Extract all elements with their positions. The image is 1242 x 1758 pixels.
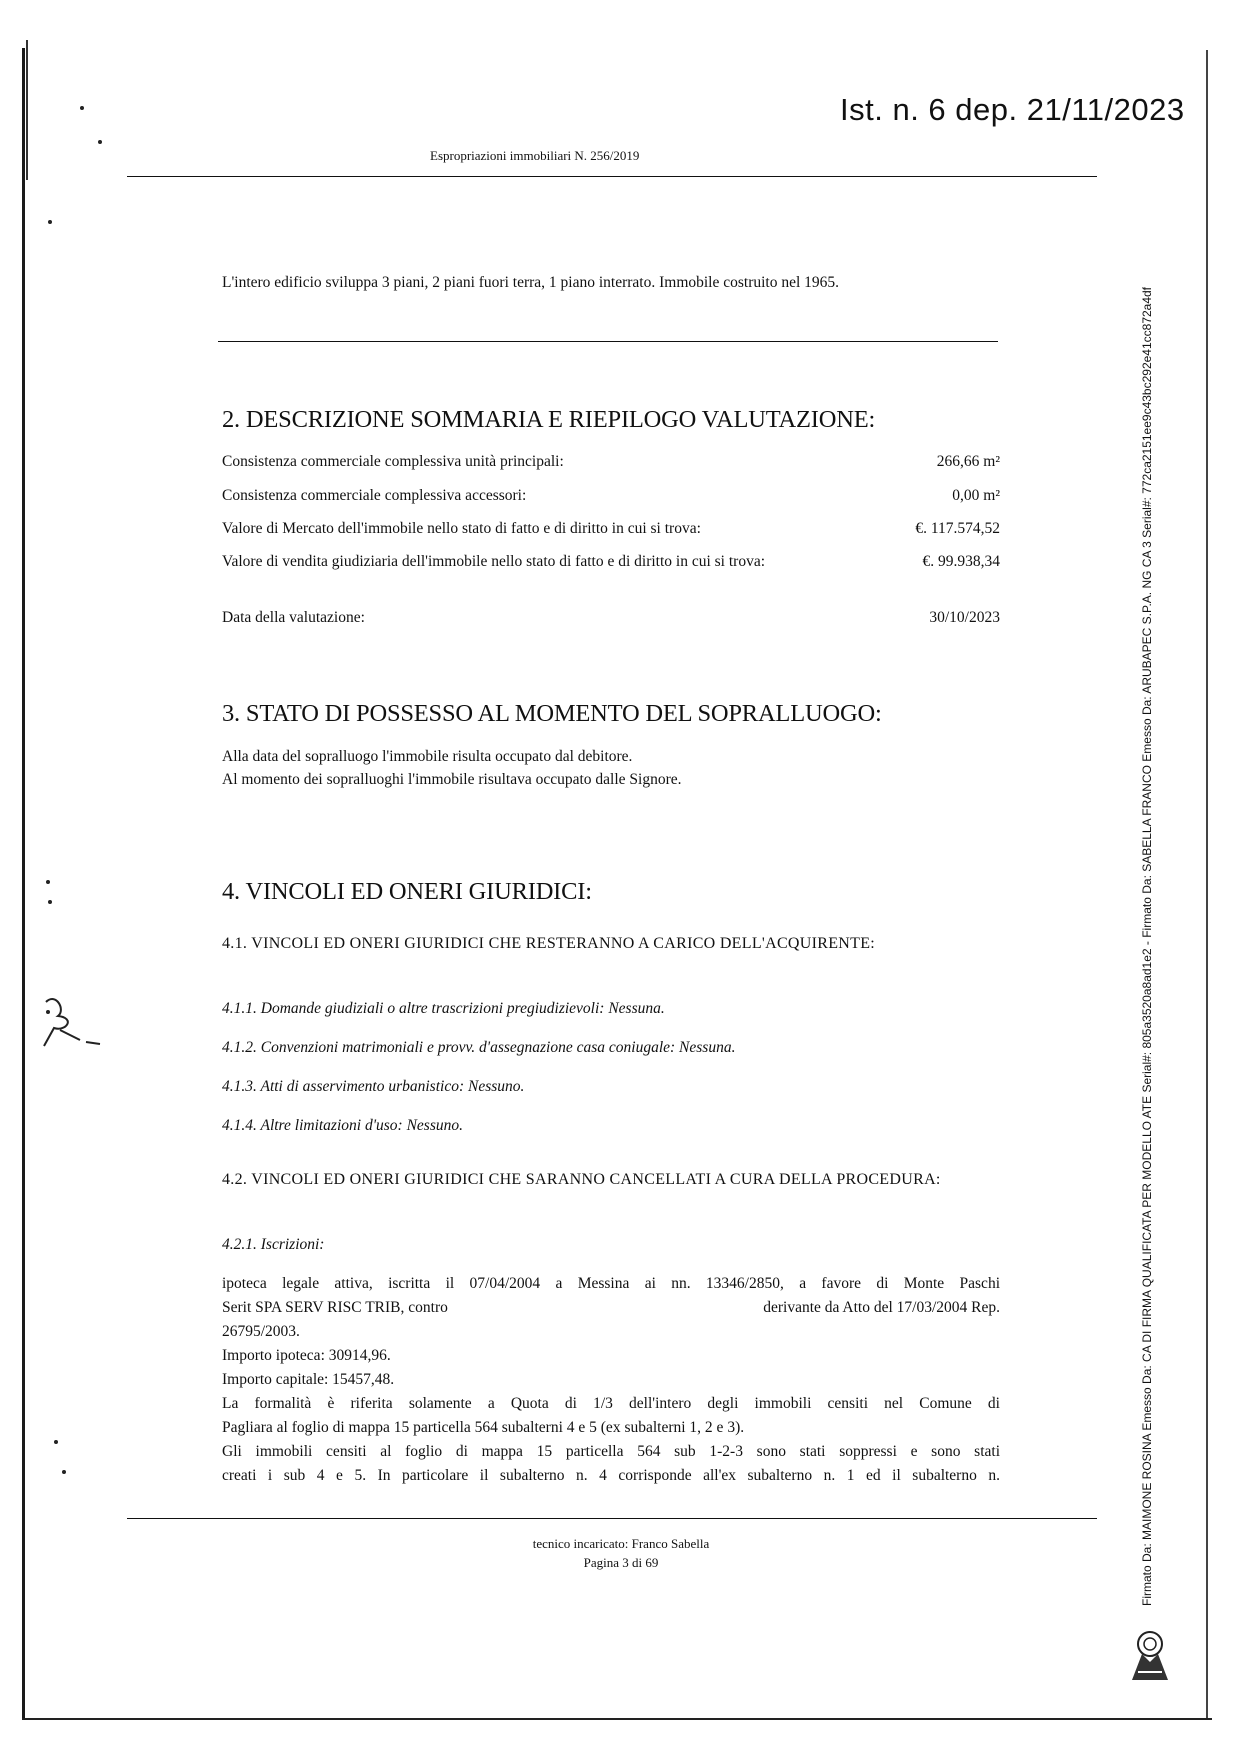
- summary-label: Consistenza commerciale complessiva accessori:: [222, 487, 527, 504]
- footer-page-number: Pagina 3 di 69: [583, 1555, 659, 1570]
- body-line: ipoteca legale attiva, iscritta il 07/04/2004 a Messina ai nn. 13346/2850, a favore di Monte Paschi: [222, 1275, 1000, 1292]
- scan-speck: [48, 220, 52, 224]
- scan-speck: [46, 880, 50, 884]
- scan-edge-left: [22, 48, 25, 1718]
- footer-rule: [127, 1518, 1097, 1519]
- subsection-4-1-heading: 4.1. VINCOLI ED ONERI GIURIDICI CHE RESTERANNO A CARICO DELL'ACQUIRENTE:: [222, 935, 876, 952]
- scan-edge-bottom: [22, 1718, 1212, 1720]
- subsection-4-2-heading: 4.2. VINCOLI ED ONERI GIURIDICI CHE SARANNO CANCELLATI A CURA DELLA PROCEDURA:: [222, 1171, 941, 1188]
- summary-value: 30/10/2023: [929, 609, 1000, 626]
- body-line: creati i sub 4 e 5. In particolare il subalterno n. 4 corrisponde all'ex subalterno n. 1 ed il subalterno n.: [222, 1467, 1000, 1484]
- seal-icon: [1124, 1628, 1176, 1684]
- summary-row: [222, 551, 1000, 573]
- summary-row: [222, 451, 1000, 473]
- scan-speck: [62, 1470, 66, 1474]
- body-line-right: derivante da Atto del 17/03/2004 Rep.: [763, 1299, 1000, 1316]
- summary-row: [222, 518, 1000, 540]
- header-rule: [127, 176, 1097, 177]
- item-4-1-1: 4.1.1. Domande giudiziali o altre trascrizioni pregiudizievoli: Nessuna.: [222, 1000, 665, 1017]
- footer-tecnico: tecnico incaricato: Franco Sabella: [532, 1536, 710, 1551]
- possession-line: Alla data del sopralluogo l'immobile risulta occupato dal debitore.: [222, 748, 633, 765]
- summary-value: 266,66 m²: [936, 453, 1000, 470]
- section-3-heading: 3. STATO DI POSSESSO AL MOMENTO DEL SOPRALLUOGO:: [222, 700, 882, 727]
- scan-speck: [80, 106, 84, 110]
- possession-line: Al momento dei sopralluoghi l'immobile risultava occupato dalle Signore.: [222, 771, 682, 788]
- scan-blot-icon: [36, 992, 106, 1056]
- item-4-1-2: 4.1.2. Convenzioni matrimoniali e provv. d'assegnazione casa coniugale: Nessuna.: [222, 1039, 736, 1056]
- body-line: Gli immobili censiti al foglio di mappa 15 particella 564 sub 1-2-3 sono stati soppressi e sono stati: [222, 1443, 1000, 1460]
- body-line: La formalità è riferita solamente a Quota di 1/3 dell'intero degli immobili censiti nel Comune di: [222, 1395, 1000, 1412]
- header-title: Espropriazioni immobiliari N. 256/2019: [430, 148, 640, 163]
- body-line-left: Serit SPA SERV RISC TRIB, contro: [222, 1299, 448, 1316]
- summary-label: Valore di Mercato dell'immobile nello stato di fatto e di diritto in cui si trova:: [222, 520, 701, 537]
- section-divider: [218, 341, 998, 342]
- summary-label: Data della valutazione:: [222, 609, 365, 626]
- section-4-heading: 4. VINCOLI ED ONERI GIURIDICI:: [222, 878, 592, 905]
- summary-label: Valore di vendita giudiziaria dell'immobile nello stato di fatto e di diritto in cui si trova:: [222, 553, 766, 570]
- digital-signature-strip: Firmato Da: MAIMONE ROSINA Emesso Da: CA DI FIRMA QUALIFICATA PER MODELLO ATE Serial#: 805a3520a8ad1e2 - Firmato Da: SABELLA FRANCO Emesso Da: ARUBAPEC S.P.A. NG CA 3 Serial#: 772ca2151ee9c43bc292e41cc872a4df: [1140, 286, 1154, 1606]
- summary-row: [222, 607, 1000, 629]
- iscrizioni-body: [222, 1272, 1000, 1488]
- scan-edge-left-top: [26, 40, 28, 180]
- body-line-split: [222, 1296, 1000, 1320]
- scan-speck: [98, 140, 102, 144]
- intro-line: L'intero edificio sviluppa 3 piani, 2 piani fuori terra, 1 piano interrato. Immobile costruito nel 1965.: [222, 274, 840, 291]
- section-2-heading: 2. DESCRIZIONE SOMMARIA E RIEPILOGO VALUTAZIONE:: [222, 406, 876, 433]
- summary-value: 0,00 m²: [952, 487, 1000, 504]
- item-4-1-4: 4.1.4. Altre limitazioni d'uso: Nessuno.: [222, 1117, 463, 1134]
- summary-label: Consistenza commerciale complessiva unità principali:: [222, 453, 564, 470]
- body-line: Pagliara al foglio di mappa 15 particella 564 subalterni 4 e 5 (ex subalterni 1, 2 e 3).: [222, 1419, 745, 1436]
- scan-speck: [48, 900, 52, 904]
- item-4-1-3: 4.1.3. Atti di asservimento urbanistico: Nessuno.: [222, 1078, 525, 1095]
- importo-ipoteca: Importo ipoteca: 30914,96.: [222, 1347, 391, 1364]
- scan-speck: [54, 1440, 58, 1444]
- scan-edge-right: [1206, 50, 1208, 1718]
- summary-value: €. 117.574,52: [915, 520, 1000, 537]
- deposit-stamp: Ist. n. 6 dep. 21/11/2023: [840, 92, 1185, 127]
- item-4-2-1: 4.2.1. Iscrizioni:: [222, 1236, 325, 1253]
- importo-capitale: Importo capitale: 15457,48.: [222, 1371, 395, 1388]
- body-line: 26795/2003.: [222, 1323, 300, 1340]
- summary-row: [222, 485, 1000, 507]
- summary-value: €. 99.938,34: [922, 553, 1000, 570]
